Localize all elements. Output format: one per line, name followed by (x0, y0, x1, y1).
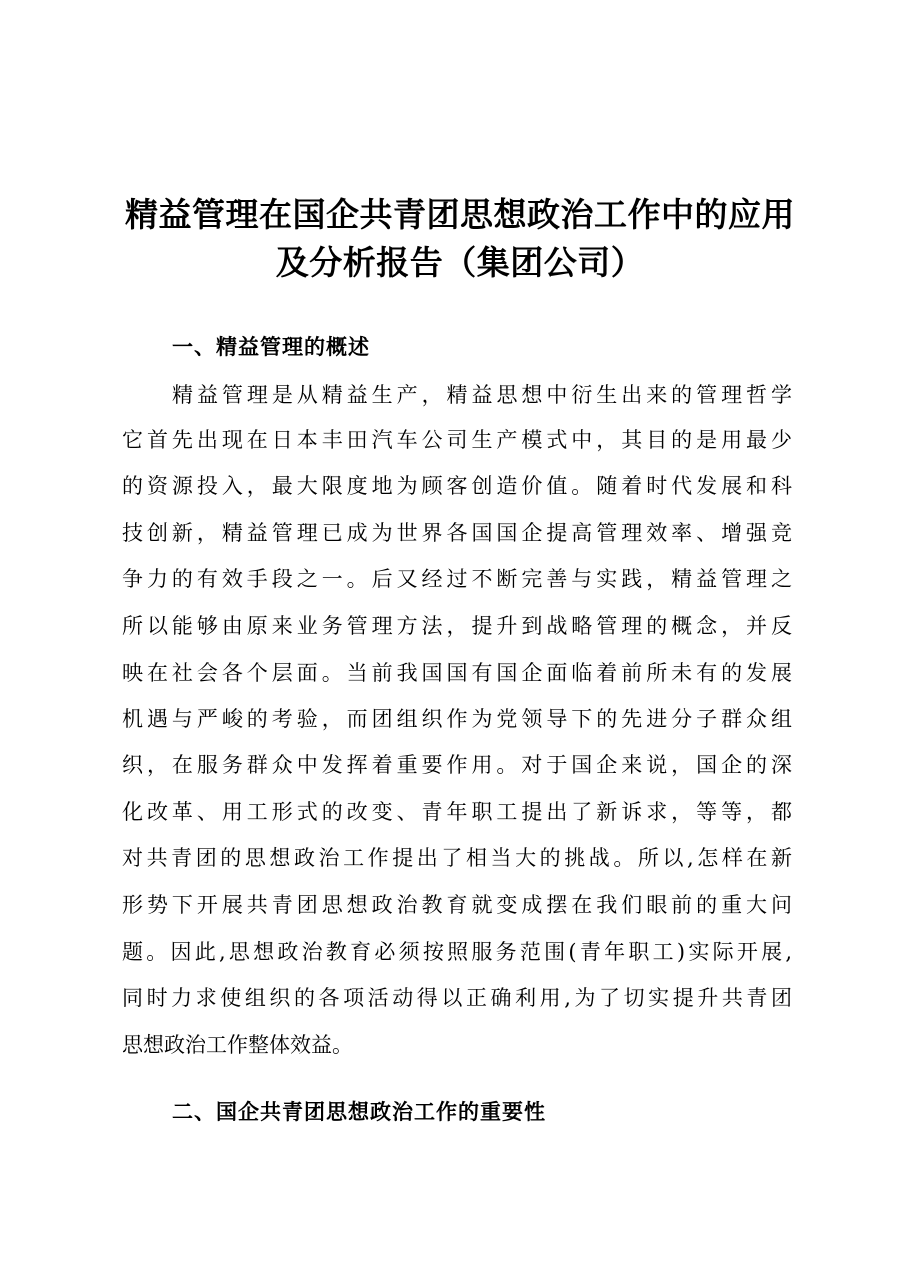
body-line-15: 思想政治工作整体效益。 (122, 1033, 353, 1057)
body-line-5: 争力的有效手段之一。后又经过不断完善与实践，精益管理之 (122, 567, 792, 591)
body-line-13: 题。因此,思想政治教育必须按照服务范围(青年职工)实际开展, (122, 940, 792, 964)
body-line-6: 所以能够由原来业务管理方法，提升到战略管理的概念，并反 (122, 614, 792, 638)
body-line-1: 精益管理是从精益生产，精益思想中衍生出来的管理哲学 (172, 383, 792, 407)
body-line-2: 它首先出现在日本丰田汽车公司生产模式中，其目的是用最少 (122, 428, 792, 452)
document-title-line-1: 精益管理在国企共青团思想政治工作中的应用 (125, 195, 795, 234)
body-line-11: 对共青团的思想政治工作提出了相当大的挑战。所以,怎样在新 (122, 846, 792, 870)
body-line-7: 映在社会各个层面。当前我国国有国企面临着前所未有的发展 (122, 661, 792, 685)
body-line-4: 技创新，精益管理已成为世界各国国企提高管理效率、增强竞 (122, 521, 792, 545)
body-line-10: 化改革、用工形式的改变、青年职工提出了新诉求，等等，都 (122, 800, 792, 824)
body-line-8: 机遇与严峻的考验，而团组织作为党领导下的先进分子群众组 (122, 707, 792, 731)
body-line-14: 同时力求使组织的各项活动得以正确利用,为了切实提升共青团 (122, 986, 792, 1010)
document-title-line-2: 及分析报告（集团公司） (275, 243, 645, 282)
section-1-heading: 一、精益管理的概述 (172, 334, 370, 359)
body-line-12: 形势下开展共青团思想政治教育就变成摆在我们眼前的重大问 (122, 893, 792, 917)
body-line-9: 织，在服务群众中发挥着重要作用。对于国企来说，国企的深 (122, 753, 792, 777)
body-line-3: 的资源投入，最大限度地为顾客创造价值。随着时代发展和科 (122, 474, 792, 498)
section-2-heading: 二、国企共青团思想政治工作的重要性 (172, 1099, 546, 1124)
